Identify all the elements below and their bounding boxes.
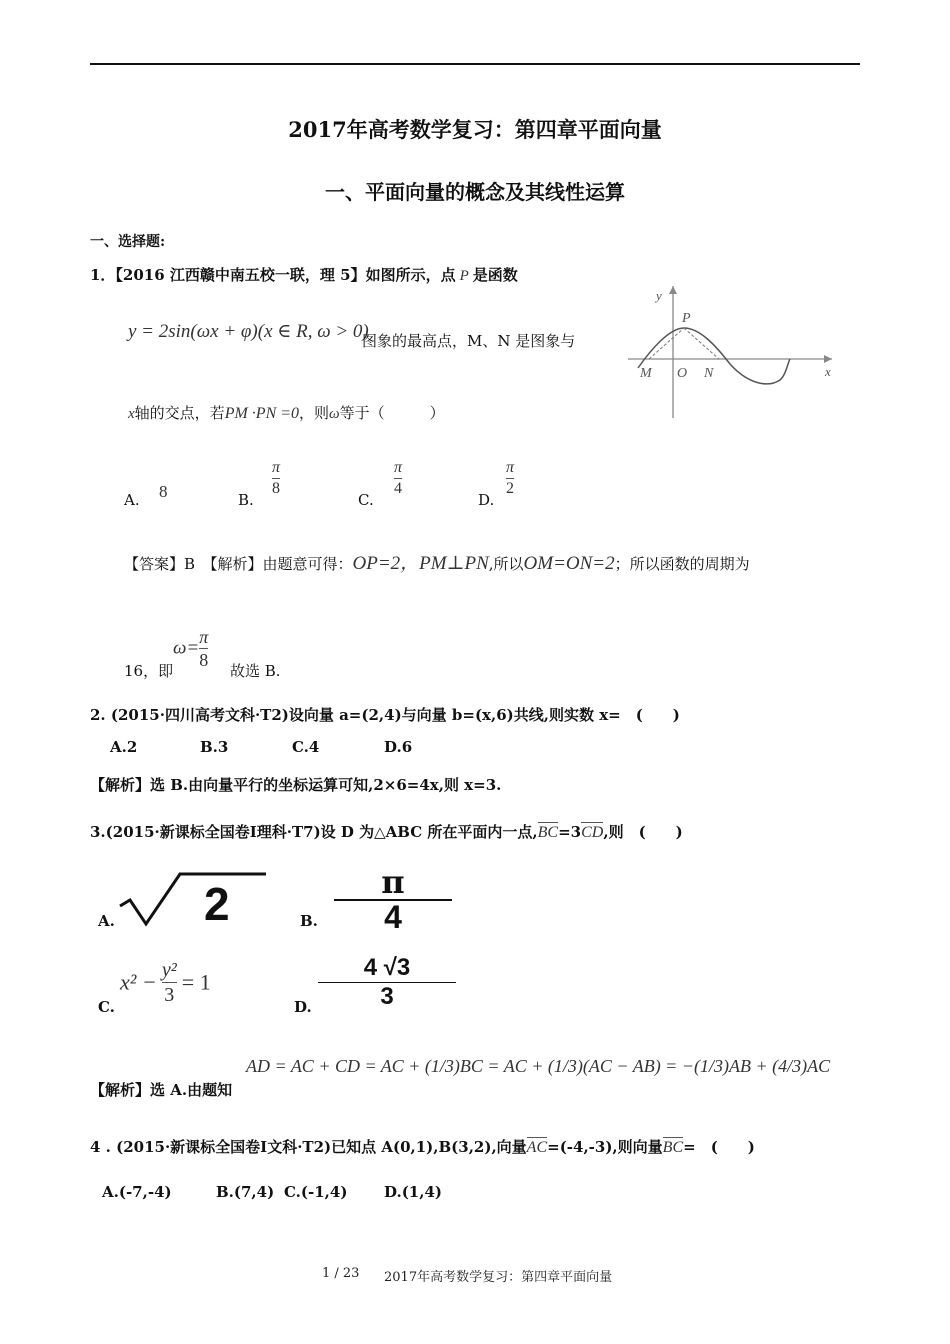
q1-option-c-fraction: $\frac{\pi}{4}$ [394, 459, 403, 497]
q2-option-b: B.3 [200, 738, 229, 756]
q3-option-a-label: A. [98, 912, 115, 930]
q1-lead: 1．【2016 江西赣中南五校一联，理 5】如图所示，点 P 是函数 [90, 266, 518, 284]
q3-analysis-equation: AD = AC + CD = AC + (1/3)BC = AC + (1/3)(AC − AB) = −(1/3)AB + (4/3)AC [246, 1056, 831, 1076]
q1-formula: y = 2sin(ωx + φ)(x ∈ R, ω > 0) [128, 321, 369, 342]
q3-option-b-label: B. [300, 912, 318, 930]
q1-answer-choice: 故选 B. [230, 662, 281, 680]
graph-label-n: N [704, 366, 714, 381]
radical-sign [120, 874, 266, 924]
q3-option-c-label: C. [98, 998, 115, 1016]
page-number: 1 / 23 [322, 1266, 360, 1281]
q1-option-b-fraction: $\frac{\pi}{8}$ [272, 459, 281, 497]
x-axis-arrow [824, 355, 832, 363]
q1-formula-tail: 图象的最高点，M、N 是图象与 [362, 332, 576, 350]
q1-answer-omega: ω= $\frac{\pi}{8}$ [173, 627, 209, 670]
q1-option-d-fraction: $\frac{\pi}{2}$ [506, 459, 515, 497]
q1-answer-period: 16，即 [124, 662, 174, 680]
q3-option-a-sqrt [118, 870, 268, 930]
q1-sine-graph [620, 282, 840, 422]
section-subtitle: 一、平面向量的概念及其线性运算 [325, 180, 625, 204]
q3-option-c-formula: x² − $\frac{\text{y²}}{3}$ = 1 [120, 959, 211, 1006]
q2-option-c: C.4 [292, 738, 320, 756]
q4-option-a: A.(-7,-4) [102, 1183, 172, 1201]
footer-title: 2017年高考数学复习：第四章平面向量 [384, 1270, 613, 1285]
q3-option-b-fraction: $\frac{\pi}{4}$ [334, 868, 452, 932]
graph-label-x: x [825, 364, 831, 379]
sine-curve [638, 328, 790, 384]
segment-pm [649, 328, 684, 359]
q2-stem: 2. (2015·四川高考文科·T2)设向量 a=(2,4)与向量 b=(x,6)共线,则实数 x= ( ) [90, 706, 680, 724]
section-label: 一、选择题: [90, 234, 166, 250]
radicand: 2 [204, 878, 230, 930]
graph-label-y: y [656, 288, 662, 303]
q3-stem: 3.(2015·新课标全国卷Ⅰ理科·T7)设 D 为△ABC 所在平面内一点,BC=3CD,则 ( ) [90, 823, 683, 841]
q4-stem: 4 . (2015·新课标全国卷Ⅰ文科·T2)已知点 A(0,1),B(3,2),向量AC=(-4,-3),则向量BC= ( ) [90, 1138, 755, 1156]
graph-label-o: O [677, 366, 688, 381]
q1-option-a-value: 8 [159, 482, 168, 501]
q1-option-c-label: C. [358, 491, 374, 509]
q1-answer: 【答案】B 【解析】由题意可得：OP=2，PM⊥PN,所以OM=ON=2；所以函数的周期为 [124, 553, 750, 574]
y-axis-arrow [669, 286, 677, 294]
segment-pn [684, 328, 719, 359]
q1-option-a-label: A. [124, 491, 140, 509]
q1-condition: x轴的交点，若PM ·PN =0，则ω等于（ ） [128, 404, 445, 422]
graph-label-p: P [682, 311, 691, 326]
q3-option-d-label: D. [294, 998, 312, 1016]
q4-option-c: C.(-1,4) [284, 1183, 348, 1201]
q1-option-b-label: B. [238, 491, 254, 509]
document-title: 2017年高考数学复习：第四章平面向量 [288, 117, 662, 142]
q2-option-d: D.6 [384, 738, 413, 756]
q3-analysis: 【解析】选 A.由题知 [90, 1081, 233, 1099]
q4-option-b: B.(7,4) [216, 1183, 275, 1201]
q3-option-d-fraction: $\frac{4 √3}{3}$ [318, 956, 456, 1009]
header-rule [90, 63, 860, 65]
graph-label-m: M [640, 366, 652, 381]
q4-option-d: D.(1,4) [384, 1183, 442, 1201]
q1-option-d-label: D. [478, 491, 495, 509]
q2-analysis: 【解析】选 B.由向量平行的坐标运算可知,2×6=4x,则 x=3. [90, 776, 502, 794]
q2-option-a: A.2 [110, 738, 138, 756]
